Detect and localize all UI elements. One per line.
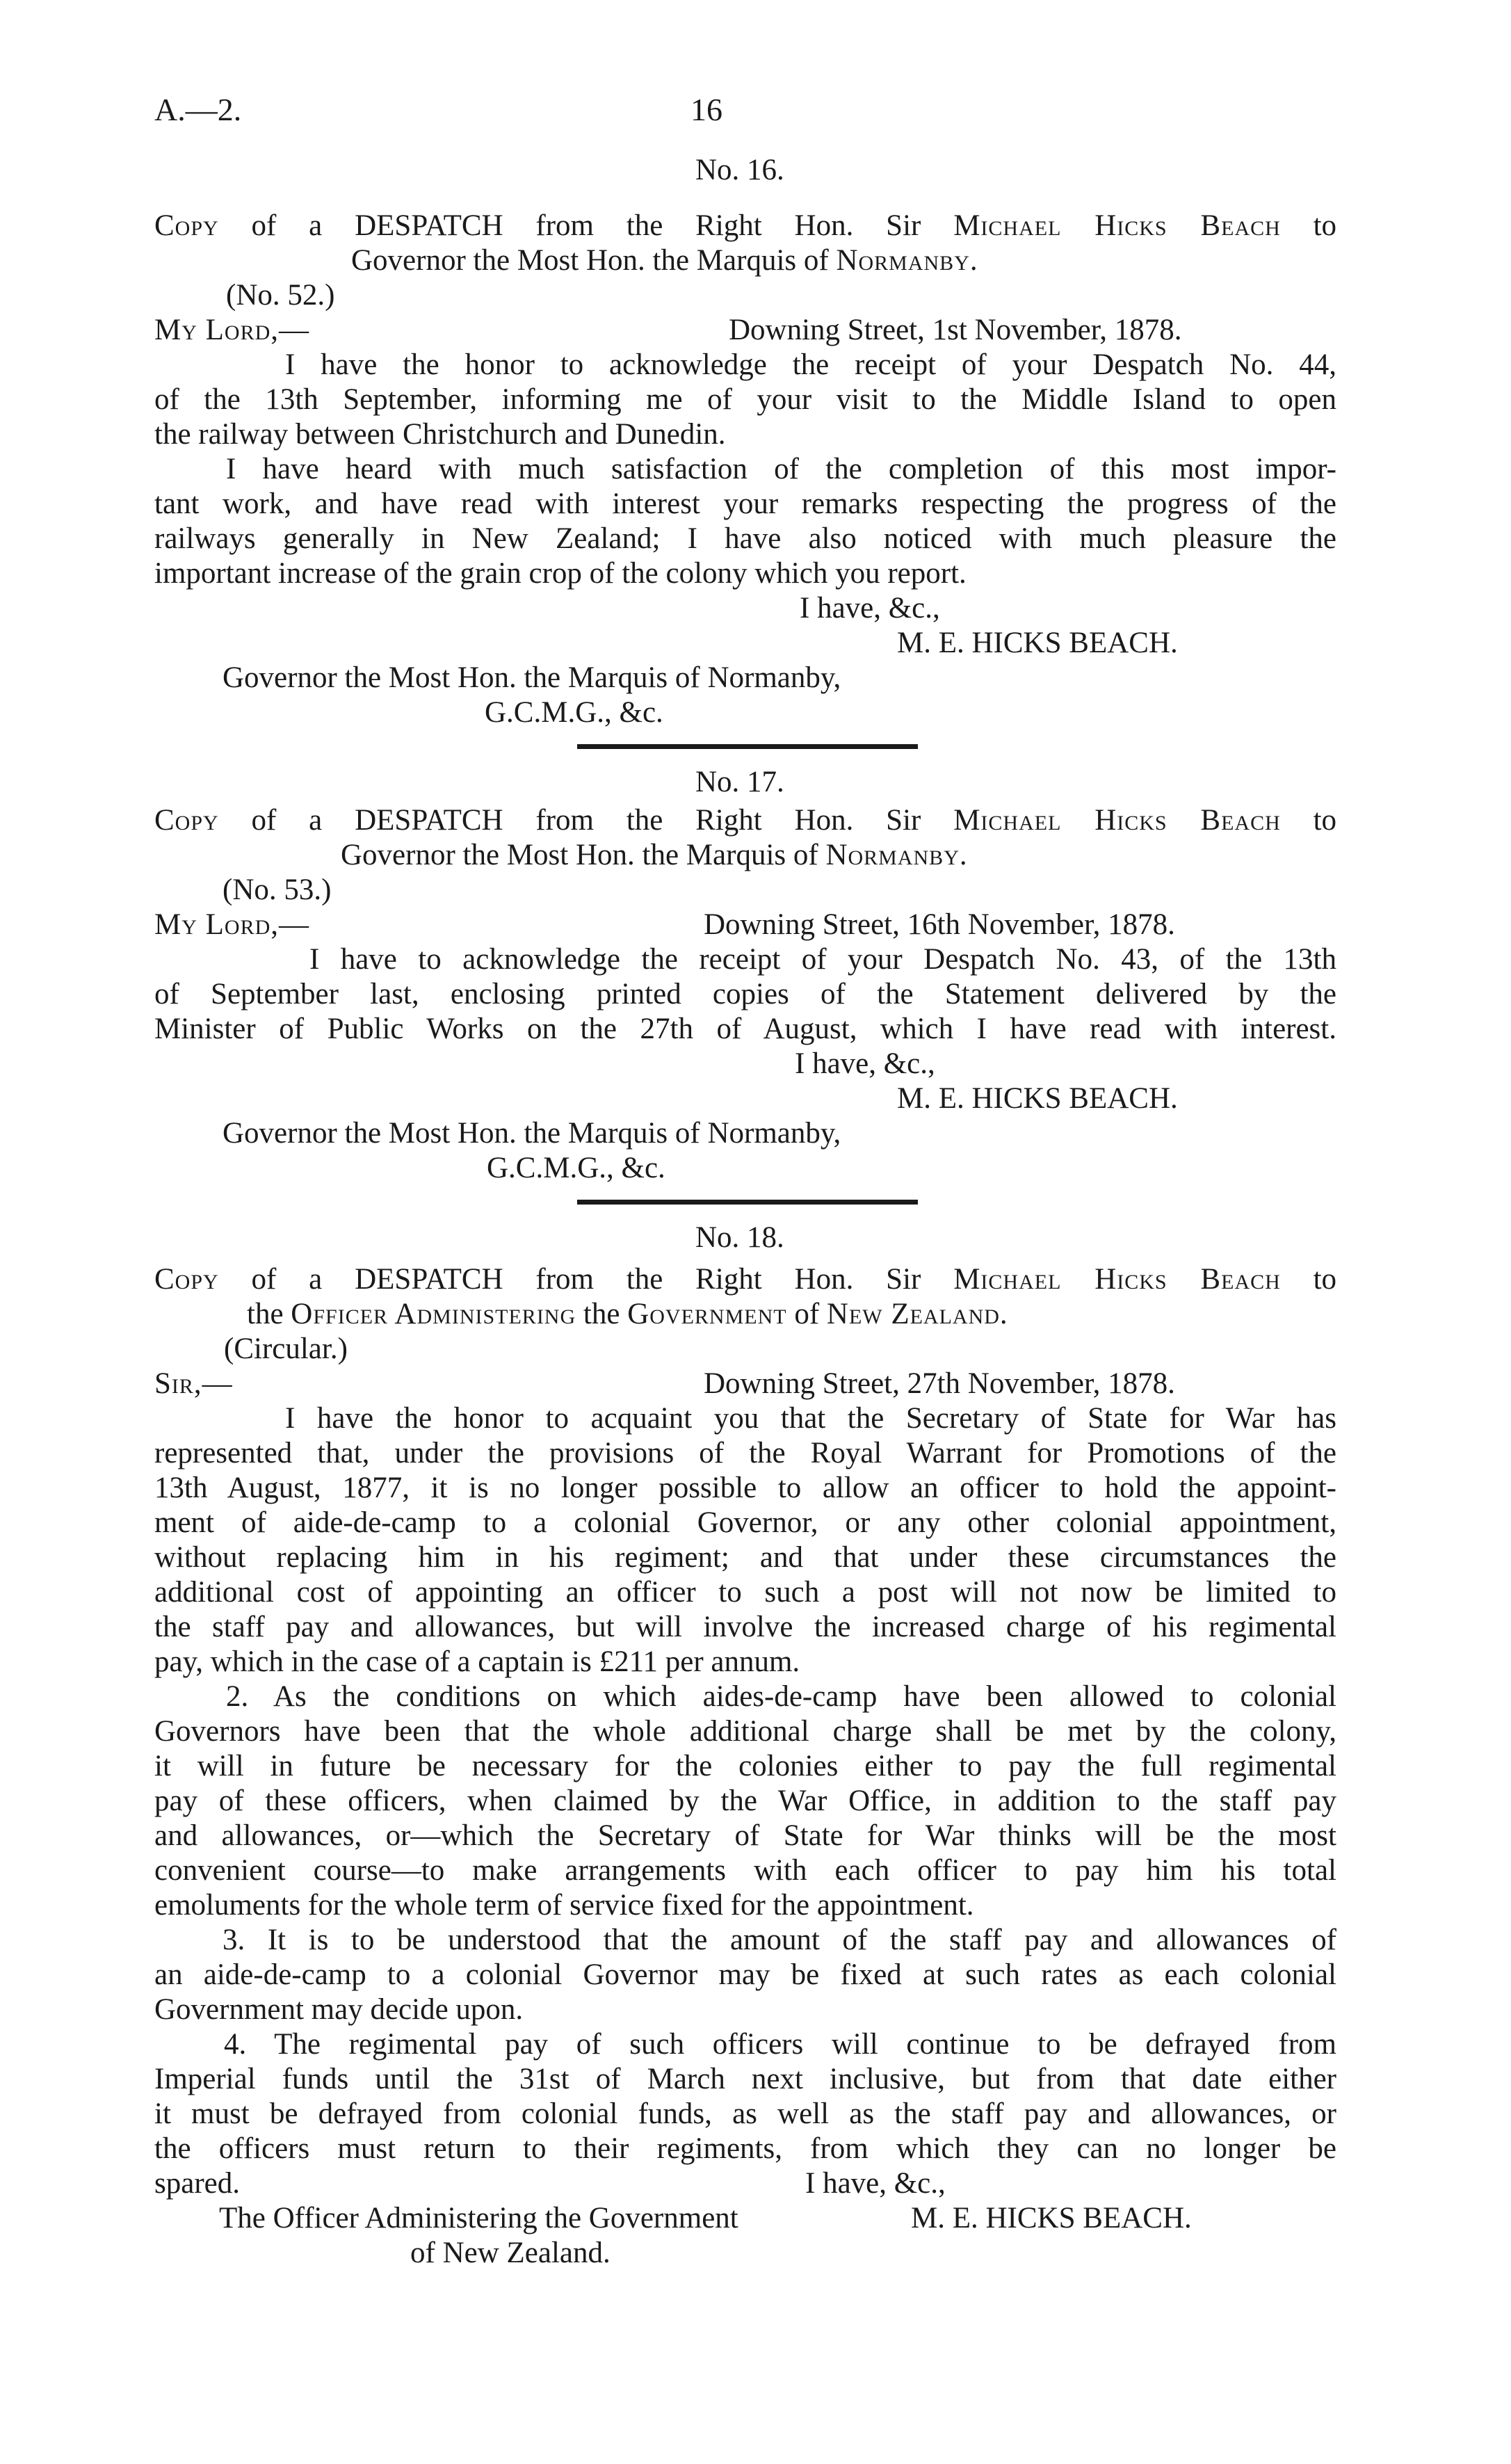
despatch-heading: Copy of a DESPATCH from the Right Hon. Sir Michael Hicks Beach to bbox=[154, 804, 1337, 837]
body-line: I have to acknowledge the receipt of your Despatch No. 43, of the 13th bbox=[309, 943, 1336, 976]
signature: M. E. HICKS BEACH. bbox=[911, 2202, 1192, 2234]
despatch-number: No. 17. bbox=[695, 766, 784, 798]
body-line: Imperial funds until the 31st of March next inclusive, but from that date either bbox=[154, 2063, 1336, 2095]
body-line: pay, which in the case of a captain is £211 per annum. bbox=[154, 1645, 800, 1678]
body-line: it must be defrayed from colonial funds, as well as the staff pay and allowances, or bbox=[154, 2097, 1336, 2130]
body-line: 2. As the conditions on which aides-de-camp have been allowed to colonial bbox=[226, 1680, 1336, 1713]
body-line: 3. It is to be understood that the amount of the staff pay and allowances of bbox=[223, 1924, 1336, 1956]
closing: I have, &c., bbox=[800, 592, 940, 625]
separator-rule bbox=[577, 744, 918, 749]
separator-rule bbox=[577, 1200, 918, 1205]
page-ref: A.—2. bbox=[154, 92, 242, 127]
addressee-title: G.C.M.G., &c. bbox=[485, 696, 663, 729]
body-line: Government may decide upon. bbox=[154, 1993, 524, 2026]
despatch-heading: Copy of a DESPATCH from the Right Hon. Sir Michael Hicks Beach to bbox=[154, 209, 1337, 242]
body-line: important increase of the grain crop of the colony which you report. bbox=[154, 557, 967, 590]
body-line: the officers must return to their regiments, from which they can no longer be bbox=[154, 2132, 1336, 2165]
body-line: Governors have been that the whole additional charge shall be met by the colony, bbox=[154, 1715, 1336, 1748]
signature: M. E. HICKS BEACH. bbox=[897, 627, 1178, 659]
body-line: it will in future be necessary for the colonies either to pay the full regimental bbox=[154, 1750, 1336, 1782]
body-line: additional cost of appointing an officer to such a post will not now be limited to bbox=[154, 1576, 1336, 1609]
place-date: Downing Street, 27th November, 1878. bbox=[704, 1367, 1175, 1400]
body-line: pay of these officers, when claimed by the War Office, in addition to the staff pay bbox=[154, 1785, 1336, 1817]
body-line: ment of aide-de-camp to a colonial Governor, or any other colonial appointment, bbox=[154, 1506, 1336, 1539]
body-line: the railway between Christchurch and Dunedin. bbox=[154, 418, 726, 451]
body-line: emoluments for the whole term of service fixed for the appointment. bbox=[154, 1889, 974, 1922]
signature: M. E. HICKS BEACH. bbox=[897, 1082, 1178, 1115]
despatch-ref: (Circular.) bbox=[224, 1332, 348, 1365]
body-line: of the 13th September, informing me of your visit to the Middle Island to open bbox=[154, 383, 1336, 416]
place-date: Downing Street, 16th November, 1878. bbox=[704, 908, 1175, 941]
despatch-number: No. 18. bbox=[695, 1221, 784, 1254]
body-line: an aide-de-camp to a colonial Governor may be fixed at such rates as each colonial bbox=[154, 1958, 1336, 1991]
closing: I have, &c., bbox=[805, 2167, 946, 2200]
body-line: of September last, enclosing printed copies of the Statement delivered by the bbox=[154, 978, 1336, 1010]
addressee-title: of New Zealand. bbox=[410, 2237, 611, 2269]
body-line: convenient course—to make arrangements with each officer to pay him his total bbox=[154, 1854, 1336, 1887]
body-line: represented that, under the provisions of the Royal Warrant for Promotions of the bbox=[154, 1437, 1336, 1469]
despatch-ref: (No. 52.) bbox=[226, 279, 335, 312]
page-number: 16 bbox=[690, 92, 722, 127]
despatch-recipient: Governor the Most Hon. the Marquis of Normanby. bbox=[341, 839, 968, 871]
body-line: I have heard with much satisfaction of the completion of this most impor- bbox=[226, 453, 1336, 485]
addressee: The Officer Administering the Government bbox=[219, 2202, 738, 2234]
addressee: Governor the Most Hon. the Marquis of Normanby, bbox=[223, 661, 841, 694]
body-line: tant work, and have read with interest your remarks respecting the progress of the bbox=[154, 488, 1336, 520]
despatch-heading: Copy of a DESPATCH from the Right Hon. Sir Michael Hicks Beach to bbox=[154, 1263, 1337, 1296]
body-line: without replacing him in his regiment; and that under these circumstances the bbox=[154, 1541, 1336, 1574]
body-line: 13th August, 1877, it is no longer possible to allow an officer to hold the appoint- bbox=[154, 1472, 1336, 1504]
closing: I have, &c., bbox=[795, 1047, 935, 1080]
body-line: 4. The regimental pay of such officers will continue to be defrayed from bbox=[224, 2028, 1336, 2061]
addressee: Governor the Most Hon. the Marquis of Normanby, bbox=[223, 1117, 841, 1150]
body-line: and allowances, or—which the Secretary of State for War thinks will be the most bbox=[154, 1819, 1336, 1852]
body-line: I have the honor to acknowledge the receipt of your Despatch No. 44, bbox=[285, 348, 1336, 381]
salutation: Sir,— bbox=[154, 1367, 233, 1400]
salutation: My Lord,— bbox=[154, 908, 310, 941]
body-line: spared. bbox=[154, 2167, 240, 2200]
body-line: the staff pay and allowances, but will involve the increased charge of his regimental bbox=[154, 1611, 1336, 1643]
addressee-title: G.C.M.G., &c. bbox=[487, 1152, 665, 1184]
body-line: I have the honor to acquaint you that the Secretary of State for War has bbox=[285, 1402, 1336, 1435]
despatch-recipient: the Officer Administering the Government of New Zealand. bbox=[247, 1298, 1008, 1330]
body-line: railways generally in New Zealand; I have also noticed with much pleasure the bbox=[154, 522, 1336, 555]
despatch-number: No. 16. bbox=[695, 154, 784, 186]
salutation: My Lord,— bbox=[154, 314, 310, 346]
body-line: Minister of Public Works on the 27th of August, which I have read with interest. bbox=[154, 1013, 1336, 1045]
despatch-ref: (No. 53.) bbox=[223, 873, 332, 906]
place-date: Downing Street, 1st November, 1878. bbox=[729, 314, 1182, 346]
despatch-recipient: Governor the Most Hon. the Marquis of Normanby. bbox=[351, 244, 978, 277]
